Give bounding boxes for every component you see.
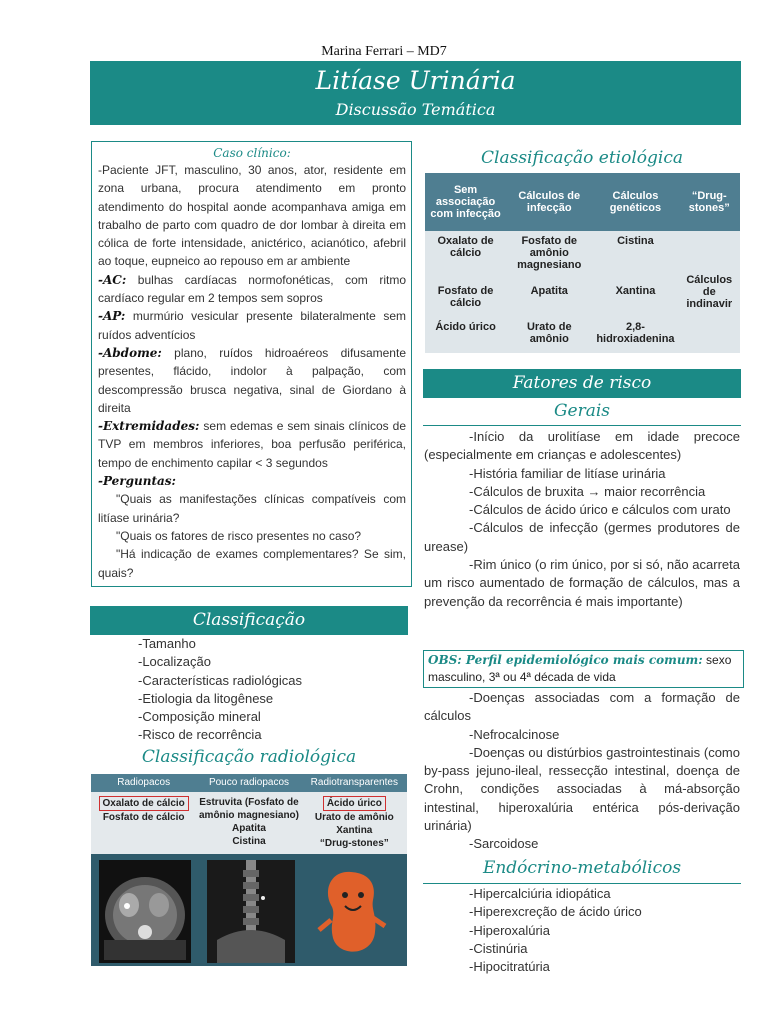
fatores-bar: Fatores de risco [423,369,741,398]
list-item: -Risco de recorrência [138,727,262,743]
case-intro: -Paciente JFT, masculino, 30 anos, ator, residente em zona urbana, procura atendimento em pronto atendimento do hospital aonde acompanhava amiga em trabalho de parto com quadro de dor lombar à direita em cólica de forte intensidade, anictérico, acianótico, afebril ao toque, eupneico ao repouso em ar ambiente [98,163,406,269]
list-item: -Características radiológicas [138,672,303,688]
abd-text: plano, ruídos hidroaéreos difusamente presentes, flácido, indolor à palpação, com descompressão brusca negativa, sinal de Giordano à direita [98,345,406,415]
case-perguntas [98,472,406,490]
table-header-cell: “Drug-stones” [679,173,740,231]
page-subtitle: Discussão Temática [335,100,496,119]
ap-label: -AP: [98,309,126,324]
list-item: -Início da urolitíase em idade precoce (especialmente em crianças e adolescentes) [424,429,740,463]
obs-box [423,650,744,688]
list-item: -Doenças associadas com a formação de cálculos [424,690,740,724]
page-title: Litíase Urinária [315,66,516,95]
list-item: -Hiperoxalúria [469,922,550,938]
gerais-list [424,428,740,611]
question-1: "Quais as manifestações clínicas compatíveis com litíase urinária? [98,492,406,525]
rad-col-transparentes [302,792,407,854]
ap-text: murmúrio vesicular presente bilateralmente sem ruídos adventícios [98,309,406,342]
question-2: "Quais os fatores de risco presentes no caso? [116,528,362,543]
rad-header-cell: Pouco radiopacos [208,777,290,788]
table-cell: Fosfato de cálcio [425,281,506,317]
table-cell: Fosfato de amônio magnesiano [506,231,592,281]
endocrino-list [469,885,642,976]
table-row [425,231,740,281]
radiologic-header [91,774,407,792]
rad-item: Xantina [336,825,373,836]
q-label: -Perguntas: [98,474,176,489]
list-item: -Etiologia da litogênese [138,690,274,706]
classificacao-list [138,635,302,745]
rad-item: Apatita [232,823,266,834]
obs-label: OBS: Perfil epidemiológico mais comum: [428,653,703,667]
case-title: Caso clínico: [213,146,291,160]
list-item: -Cálculos de bruxita → maior recorrência [469,483,706,499]
list-item: -Cálculos de ácido úrico e cálculos com urato [469,502,731,518]
table-header-cell: Cálculos de infecção [506,173,592,231]
rad-item-highlighted: Oxalato de cálcio [99,796,189,811]
divider [423,425,741,426]
table-cell: Xantina [592,281,678,317]
classificacao-bar: Classificação [90,606,408,635]
xray-image [207,860,295,963]
gerais-list-2 [424,689,740,854]
ac-label: -AC: [98,272,127,287]
list-item: -Composição mineral [138,709,261,725]
radiologic-figure [91,774,407,966]
radiologica-title: Classificação radiológica [141,747,357,767]
abd-label: -Abdome: [98,345,162,360]
rad-item-highlighted: Ácido úrico [323,796,386,811]
rad-item: “Drug-stones” [319,838,389,849]
radiologic-body [91,792,407,854]
list-item: -História familiar de litíase urinária [469,465,666,481]
rad-item: Cistina [232,836,266,847]
case-ac [98,271,406,308]
list-item: -Hipercalciúria idiopática [469,886,611,901]
divider [423,883,741,884]
list-item: -Sarcoidose [469,836,539,852]
table-cell: Apatita [506,281,592,317]
list-item: -Nefrocalcinose [469,726,560,742]
list-item: -Doenças ou distúrbios gastrointestinais (como by-pass jejuno-ileal, ressecção intestinal, doença de Crohn, condições associadas à má-absorção intestinal, hiperoxalúria entérica pós-derivação urinária) [424,744,740,834]
case-ap [98,307,406,344]
table-cell: Oxalato de cálcio [425,231,506,281]
obs-text: sexo masculino, 3ª ou 4ª década de vida [428,653,732,684]
case-box [91,141,412,587]
list-item: -Rim único (o rim único, por si só, não acarreta um risco aumentado de formação de cálculos, mas a prevenção da recorrência é mais importante) [424,557,740,609]
title-banner [90,61,741,125]
rad-item: Fosfato de cálcio [102,812,185,823]
list-item: -Cálculos de infecção (germes produtores de urease) [424,520,740,554]
list-item: -Localização [138,654,211,670]
rad-col-pouco [196,792,301,854]
case-abdome [98,344,406,417]
ct-scan-image [99,860,191,963]
table-cell: Cistina [592,231,678,281]
etiologica-title: Classificação etiológica [481,148,683,168]
list-item: -Cistinúria [469,940,528,956]
list-item: -Hiperexcreção de ácido úrico [469,904,642,920]
etiologic-table [425,173,740,353]
rad-item: Estruvita (Fosfato de amônio magnesiano) [198,797,299,821]
table-header-cell: Sem associação com infecção [425,173,506,231]
rad-item: Urato de amônio [314,812,394,823]
ext-label: -Extremidades: [98,419,200,434]
list-item: -Tamanho [138,636,196,651]
kidney-cartoon-image [301,860,401,963]
ac-text: bulhas cardíacas normofonéticas, com ritmo cardíaco regular em 2 tempos sem sopros [98,272,406,306]
endocrino-title: Endócrino-metabólicos [482,858,682,878]
author-line: Marina Ferrari – MD7 [321,44,447,59]
table-header-cell: Cálculos genéticos [592,173,678,231]
gerais-title: Gerais [553,401,611,421]
table-cell: 2,8-hidroxiadenina [592,317,678,353]
table-header-row [425,173,740,231]
case-extremidades [98,417,406,472]
rad-header-cell: Radiotransparentes [310,777,398,788]
question-3: "Há indicação de exames complementares? Se sim, quais? [98,547,406,580]
ext-text: sem edemas e sem sinais clínicos de TVP em membros inferiores, boa perfusão periférica, tempo de enchimento capilar < 3 segundos [98,419,406,470]
rad-header-cell: Radiopacos [117,777,171,788]
rad-col-radiopacos [91,792,196,854]
table-cell-drugstones: Cálculos de indinavir [679,231,740,353]
list-item: -Hipocitratúria [469,959,550,975]
table-cell: Urato de amônio [506,317,592,353]
table-cell: Ácido úrico [425,317,506,353]
